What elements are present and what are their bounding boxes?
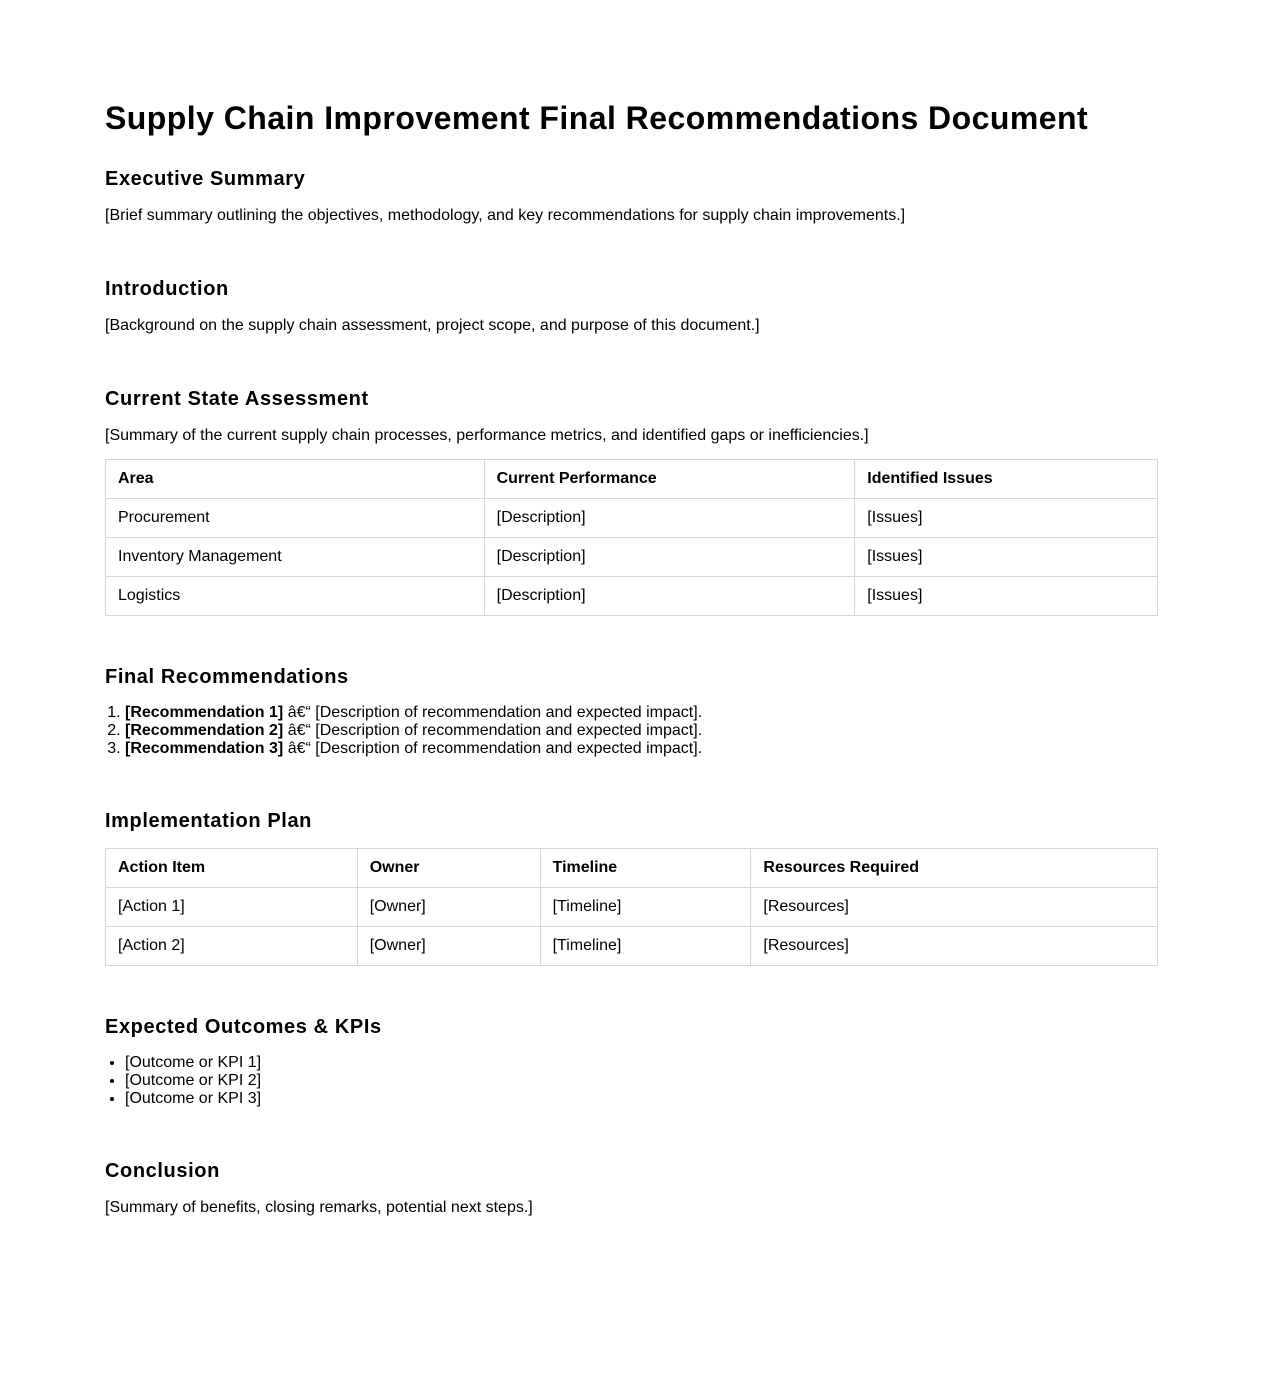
column-header-identified-issues: Identified Issues: [855, 460, 1158, 499]
table-cell: [Issues]: [855, 577, 1158, 616]
recommendation-label: [Recommendation 1]: [125, 704, 284, 721]
table-cell: [Description]: [484, 538, 855, 577]
column-header-current-performance: Current Performance: [484, 460, 855, 499]
list-item: [125, 740, 1158, 758]
column-header-owner: Owner: [357, 849, 540, 888]
introduction-text: [Background on the supply chain assessment, project scope, and purpose of this document.]: [105, 317, 760, 334]
table-cell: [Action 2]: [106, 927, 358, 966]
table-cell: [Timeline]: [540, 927, 751, 966]
list-item: • [Outcome or KPI 3]: [125, 1090, 1158, 1108]
recommendations-list: [105, 704, 1158, 758]
list-item: • [Outcome or KPI 1]: [125, 1054, 1158, 1072]
implementation-plan-heading: Implementation Plan: [105, 810, 312, 832]
column-header-action-item: Action Item: [106, 849, 358, 888]
recommendation-text: â€“ [Description of recommendation and expected impact].: [283, 722, 703, 739]
table-cell: [Action 1]: [106, 888, 358, 927]
recommendation-label: [Recommendation 2]: [125, 722, 284, 739]
list-item: [125, 704, 1158, 722]
table-cell: [Issues]: [855, 499, 1158, 538]
table-row: [106, 927, 1158, 966]
table-header-row: [106, 460, 1158, 499]
kpi-list: [105, 1054, 1158, 1108]
table-cell: Logistics: [106, 577, 485, 616]
table-row: [106, 499, 1158, 538]
recommendation-text: â€“ [Description of recommendation and expected impact].: [283, 704, 703, 721]
table-row: [106, 538, 1158, 577]
current-state-heading: Current State Assessment: [105, 388, 369, 410]
final-recommendations-heading: Final Recommendations: [105, 666, 349, 688]
executive-summary-text: [Brief summary outlining the objectives, methodology, and key recommendations for supply chain improvements.]: [105, 207, 906, 224]
column-header-timeline: Timeline: [540, 849, 751, 888]
recommendation-text: â€“ [Description of recommendation and expected impact].: [283, 740, 703, 757]
table-cell: [Owner]: [357, 927, 540, 966]
table-row: [106, 888, 1158, 927]
implementation-plan-table: [105, 848, 1158, 966]
table-cell: [Owner]: [357, 888, 540, 927]
table-cell: [Description]: [484, 577, 855, 616]
expected-outcomes-heading: Expected Outcomes & KPIs: [105, 1016, 382, 1038]
introduction-heading: Introduction: [105, 278, 229, 300]
current-state-table: [105, 459, 1158, 616]
table-cell: [Description]: [484, 499, 855, 538]
column-header-area: Area: [106, 460, 485, 499]
list-item: [125, 722, 1158, 740]
current-state-text: [Summary of the current supply chain processes, performance metrics, and identified gaps or inefficiencies.]: [105, 427, 869, 444]
conclusion-heading: Conclusion: [105, 1160, 220, 1182]
table-cell: Procurement: [106, 499, 485, 538]
table-cell: Inventory Management: [106, 538, 485, 577]
list-item: • [Outcome or KPI 2]: [125, 1072, 1158, 1090]
table-header-row: [106, 849, 1158, 888]
conclusion-text: [Summary of benefits, closing remarks, potential next steps.]: [105, 1199, 533, 1216]
table-cell: [Issues]: [855, 538, 1158, 577]
table-cell: [Resources]: [751, 927, 1158, 966]
table-cell: [Resources]: [751, 888, 1158, 927]
table-row: [106, 577, 1158, 616]
table-cell: [Timeline]: [540, 888, 751, 927]
document-title: Supply Chain Improvement Final Recommendations Document: [105, 100, 1089, 136]
executive-summary-heading: Executive Summary: [105, 168, 306, 190]
recommendation-label: [Recommendation 3]: [125, 740, 284, 757]
column-header-resources-required: Resources Required: [751, 849, 1158, 888]
